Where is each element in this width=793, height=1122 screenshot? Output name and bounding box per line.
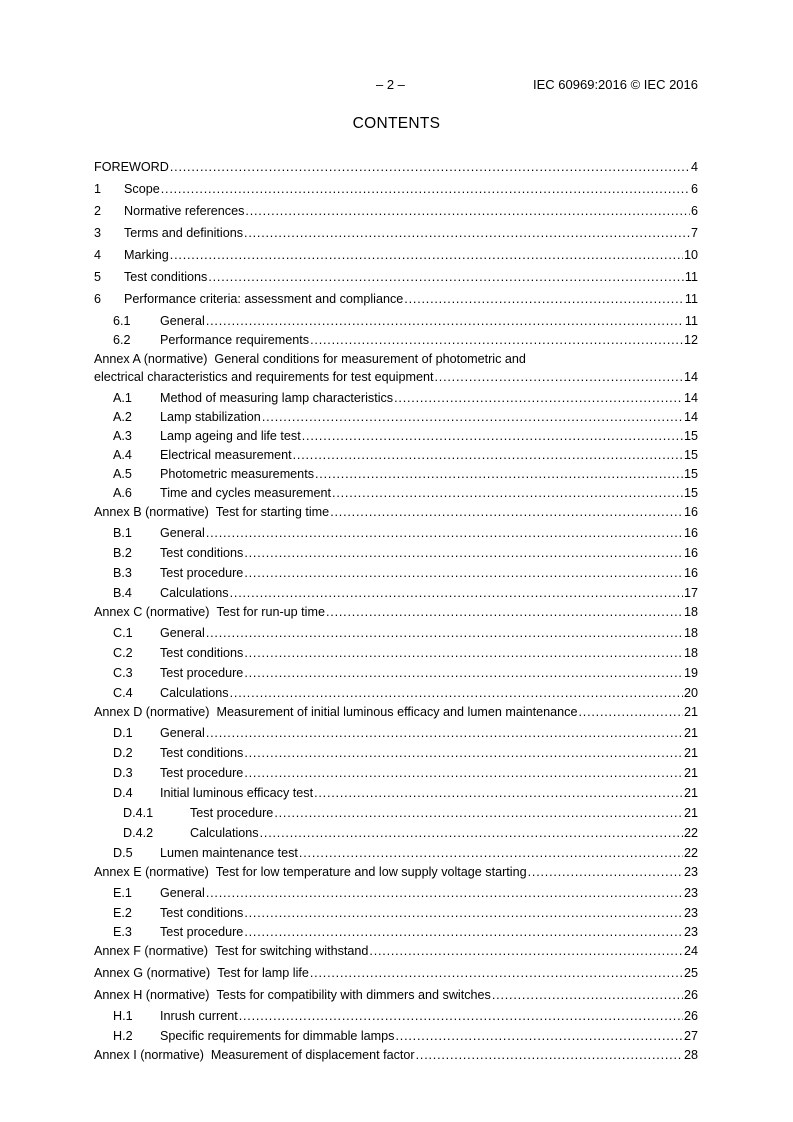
toc-entry-page: 7	[690, 226, 698, 240]
page-title: CONTENTS	[352, 115, 441, 132]
toc-entry-number: 6.1	[113, 314, 131, 328]
toc-entry-page: 27	[683, 1029, 698, 1043]
toc-entry-label: Calculations	[160, 686, 229, 700]
toc-entry-page: 20	[683, 686, 698, 700]
toc-entry-page: 15	[683, 467, 698, 481]
toc-entry-number: A.4	[113, 448, 132, 462]
toc-entry-label: Test for lamp life	[217, 966, 309, 980]
toc-entry-label: Test for low temperature and low supply voltage starting	[215, 865, 527, 879]
toc-entry-number: D.4.1	[123, 806, 154, 820]
toc-entry-number: A.5	[113, 467, 132, 481]
toc-leader-dots	[528, 865, 683, 880]
toc-entry-number: Annex I (normative)	[94, 1048, 204, 1062]
toc-entry-a-5[interactable]	[94, 467, 698, 482]
toc-entry-page: 23	[683, 906, 698, 920]
toc-leader-dots	[274, 806, 683, 821]
toc-leader-dots	[416, 1048, 683, 1063]
toc-entry-annex-h[interactable]	[94, 988, 698, 1003]
toc-entry-label: Calculations	[160, 586, 229, 600]
toc-entry-number: B.4	[113, 586, 132, 600]
toc-entry-label: General	[160, 726, 205, 740]
toc-entry-label: Test conditions	[160, 546, 244, 560]
toc-entry-page: 6	[690, 204, 698, 218]
toc-entry-label: Lamp stabilization	[160, 410, 261, 424]
toc-entry-page: 18	[683, 626, 698, 640]
toc-leader-dots	[244, 566, 683, 581]
toc-entry-annex-a-line1[interactable]	[94, 352, 698, 367]
toc-entry-number: B.1	[113, 526, 132, 540]
toc-entry-annex-d[interactable]	[94, 705, 698, 720]
toc-entry-page: 11	[684, 314, 698, 328]
toc-leader-dots	[262, 410, 683, 425]
toc-leader-dots	[206, 626, 683, 641]
toc-entry-page: 15	[683, 448, 698, 462]
toc-leader-dots	[244, 925, 683, 940]
toc-entry-b-1[interactable]	[94, 526, 698, 541]
toc-entry-page: 18	[683, 646, 698, 660]
toc-leader-dots	[434, 370, 683, 385]
toc-entry-clause-1[interactable]	[94, 182, 698, 197]
toc-entry-foreword[interactable]	[94, 160, 698, 175]
toc-entry-page: 19	[683, 666, 698, 680]
toc-entry-e-1[interactable]	[94, 886, 698, 901]
toc-leader-dots	[332, 486, 683, 501]
toc-leader-dots	[206, 886, 683, 901]
toc-entry-page: 21	[683, 786, 698, 800]
toc-entry-page: 16	[683, 546, 698, 560]
toc-entry-number: E.3	[113, 925, 132, 939]
toc-entry-number: A.1	[113, 391, 132, 405]
toc-leader-dots	[369, 944, 683, 959]
toc-entry-number: 6.2	[113, 333, 131, 347]
toc-entry-label: Time and cycles measurement	[160, 486, 332, 500]
toc-entry-label: Test for switching withstand	[215, 944, 369, 958]
toc-entry-d-4-1[interactable]	[94, 806, 698, 821]
toc-entry-page: 26	[683, 988, 698, 1002]
toc-entry-clause-5[interactable]	[94, 270, 698, 285]
toc-entry-number: C.3	[113, 666, 133, 680]
toc-entry-label: Test procedure	[160, 766, 244, 780]
toc-leader-dots	[302, 429, 683, 444]
toc-entry-d-5[interactable]	[94, 846, 698, 861]
toc-entry-c-1[interactable]	[94, 626, 698, 641]
toc-leader-dots	[244, 666, 683, 681]
toc-entry-number: B.3	[113, 566, 132, 580]
toc-entry-page: 6	[690, 182, 698, 196]
toc-leader-dots	[206, 314, 684, 329]
toc-leader-dots	[310, 966, 683, 981]
toc-entry-b-2[interactable]	[94, 546, 698, 561]
toc-entry-page: 4	[690, 160, 698, 174]
toc-entry-d-4-2[interactable]	[94, 826, 698, 841]
toc-entry-page: 21	[683, 806, 698, 820]
toc-entry-a-4[interactable]	[94, 448, 698, 463]
toc-entry-number: B.2	[113, 546, 132, 560]
toc-entry-label: General	[160, 626, 205, 640]
toc-entry-page: 14	[683, 370, 698, 384]
toc-entry-page: 17	[683, 586, 698, 600]
toc-entry-page: 21	[683, 705, 698, 719]
toc-entry-label: Scope	[124, 182, 160, 196]
toc-entry-d-2[interactable]	[94, 746, 698, 761]
toc-entry-number: C.2	[113, 646, 133, 660]
toc-entry-label: Tests for compatibility with dimmers and switches	[216, 988, 491, 1002]
toc-entry-number: D.4	[113, 786, 133, 800]
toc-leader-dots	[578, 705, 683, 720]
toc-entry-number: E.1	[113, 886, 132, 900]
toc-entry-number: D.2	[113, 746, 133, 760]
toc-entry-page: 18	[683, 605, 698, 619]
toc-entry-label: Measurement of displacement factor	[210, 1048, 415, 1062]
toc-leader-dots	[314, 786, 683, 801]
toc-entry-page: 23	[683, 886, 698, 900]
toc-entry-e-2[interactable]	[94, 906, 698, 921]
toc-entry-a-6[interactable]	[94, 486, 698, 501]
toc-leader-dots	[208, 270, 684, 285]
toc-leader-dots	[244, 746, 683, 761]
toc-entry-label: General	[160, 886, 205, 900]
toc-leader-dots	[260, 826, 683, 841]
toc-entry-page: 28	[683, 1048, 698, 1062]
toc-entry-6-1[interactable]	[94, 314, 698, 329]
toc-entry-page: 23	[683, 925, 698, 939]
toc-entry-annex-i[interactable]	[94, 1048, 698, 1063]
toc-entry-h-2[interactable]	[94, 1029, 698, 1044]
toc-entry-number: D.4.2	[123, 826, 154, 840]
toc-entry-page: 11	[684, 292, 698, 306]
page-number: – 2 –	[376, 77, 405, 92]
toc-entry-h-1[interactable]	[94, 1009, 698, 1024]
toc-entry-number: C.1	[113, 626, 133, 640]
toc-entry-number: C.4	[113, 686, 133, 700]
toc-entry-a-2[interactable]	[94, 410, 698, 425]
toc-entry-label: Test conditions	[124, 270, 208, 284]
toc-entry-d-3[interactable]	[94, 766, 698, 781]
toc-entry-number: Annex F (normative)	[94, 944, 209, 958]
toc-entry-label: Test procedure	[160, 566, 244, 580]
toc-entry-number: Annex D (normative)	[94, 705, 210, 719]
toc-leader-dots	[230, 586, 683, 601]
toc-entry-number: Annex A (normative)	[94, 352, 208, 366]
toc-entry-d-4[interactable]	[94, 786, 698, 801]
toc-entry-number: A.3	[113, 429, 132, 443]
toc-entry-label: Calculations	[190, 826, 259, 840]
toc-leader-dots	[244, 646, 683, 661]
toc-entry-annex-f[interactable]	[94, 944, 698, 959]
toc-entry-label: General	[160, 526, 205, 540]
toc-entry-label: Performance criteria: assessment and compliance	[124, 292, 404, 306]
toc-entry-number: 3	[94, 226, 102, 240]
toc-entry-b-4[interactable]	[94, 586, 698, 601]
toc-entry-number: A.2	[113, 410, 132, 424]
toc-leader-dots	[394, 391, 683, 406]
toc-entry-number: Annex E (normative)	[94, 865, 209, 879]
toc-entry-label: Marking	[124, 248, 169, 262]
toc-leader-dots	[239, 1009, 683, 1024]
toc-entry-page: 26	[683, 1009, 698, 1023]
toc-entry-number: Annex H (normative)	[94, 988, 210, 1002]
toc-entry-page: 15	[683, 486, 698, 500]
toc-entry-annex-g[interactable]	[94, 966, 698, 981]
toc-entry-page: 14	[683, 391, 698, 405]
toc-entry-label: Normative references	[124, 204, 245, 218]
toc-leader-dots	[245, 204, 690, 219]
toc-entry-b-3[interactable]	[94, 566, 698, 581]
toc-entry-c-3[interactable]	[94, 666, 698, 681]
toc-entry-label-continued: electrical characteristics and requirements for test equipment	[94, 370, 434, 384]
toc-entry-clause-3[interactable]	[94, 226, 698, 241]
toc-entry-number: H.2	[113, 1029, 133, 1043]
table-of-contents	[94, 157, 698, 1063]
toc-entry-number: 4	[94, 248, 102, 262]
toc-entry-c-4[interactable]	[94, 686, 698, 701]
toc-leader-dots	[206, 526, 683, 541]
toc-entry-page: 14	[683, 410, 698, 424]
toc-entry-label: General	[160, 314, 205, 328]
toc-entry-number: D.3	[113, 766, 133, 780]
toc-entry-number: A.6	[113, 486, 132, 500]
toc-entry-c-2[interactable]	[94, 646, 698, 661]
toc-entry-6-2[interactable]	[94, 333, 698, 348]
toc-entry-label: Electrical measurement	[160, 448, 292, 462]
toc-entry-number: 5	[94, 270, 102, 284]
toc-entry-page: 21	[683, 726, 698, 740]
toc-leader-dots	[170, 248, 683, 263]
toc-entry-page: 23	[683, 865, 698, 879]
toc-leader-dots	[315, 467, 683, 482]
toc-leader-dots	[330, 505, 683, 520]
toc-entry-page: 16	[683, 566, 698, 580]
toc-entry-label: FOREWORD	[94, 160, 169, 174]
toc-entry-label: Lamp ageing and life test	[160, 429, 301, 443]
toc-leader-dots	[293, 448, 683, 463]
toc-entry-label: Test conditions	[160, 746, 244, 760]
toc-entry-label: Test conditions	[160, 646, 244, 660]
toc-leader-dots	[326, 605, 683, 620]
toc-entry-d-1[interactable]	[94, 726, 698, 741]
toc-entry-label: Test procedure	[190, 806, 274, 820]
toc-leader-dots	[244, 226, 690, 241]
toc-entry-page: 25	[683, 966, 698, 980]
toc-leader-dots	[404, 292, 684, 307]
toc-entry-annex-c[interactable]	[94, 605, 698, 620]
toc-entry-label: Photometric measurements	[160, 467, 314, 481]
toc-entry-label: Test procedure	[160, 666, 244, 680]
toc-entry-annex-b[interactable]	[94, 505, 698, 520]
toc-entry-number: E.2	[113, 906, 132, 920]
toc-leader-dots	[161, 182, 690, 197]
toc-entry-label: Specific requirements for dimmable lamps	[160, 1029, 395, 1043]
toc-entry-clause-6[interactable]	[94, 292, 698, 307]
toc-entry-label: Test procedure	[160, 925, 244, 939]
toc-entry-annex-a-line2[interactable]	[94, 370, 698, 385]
toc-entry-page: 22	[683, 826, 698, 840]
toc-entry-number: 6	[94, 292, 102, 306]
toc-leader-dots	[492, 988, 683, 1003]
toc-entry-label: Performance requirements	[160, 333, 310, 347]
toc-leader-dots	[244, 546, 683, 561]
toc-entry-label: Method of measuring lamp characteristics	[160, 391, 394, 405]
toc-entry-number: D.5	[113, 846, 133, 860]
toc-entry-label: Test conditions	[160, 906, 244, 920]
toc-entry-number: H.1	[113, 1009, 133, 1023]
toc-entry-page: 12	[683, 333, 698, 347]
toc-entry-page: 16	[683, 526, 698, 540]
toc-entry-page: 10	[683, 248, 698, 262]
toc-entry-clause-4[interactable]	[94, 248, 698, 263]
toc-leader-dots	[299, 846, 683, 861]
toc-entry-number: Annex B (normative)	[94, 505, 209, 519]
toc-entry-number: 1	[94, 182, 102, 196]
toc-entry-label: Initial luminous efficacy test	[160, 786, 314, 800]
toc-entry-annex-e[interactable]	[94, 865, 698, 880]
toc-entry-page: 11	[684, 270, 698, 284]
toc-leader-dots	[244, 906, 683, 921]
toc-leader-dots	[310, 333, 683, 348]
toc-leader-dots	[230, 686, 683, 701]
toc-leader-dots	[395, 1029, 683, 1044]
toc-entry-clause-2[interactable]	[94, 204, 698, 219]
toc-entry-page: 16	[683, 505, 698, 519]
toc-entry-e-3[interactable]	[94, 925, 698, 940]
toc-entry-page: 21	[683, 746, 698, 760]
toc-entry-number: 2	[94, 204, 102, 218]
toc-entry-number: D.1	[113, 726, 133, 740]
toc-entry-label: Measurement of initial luminous efficacy and lumen maintenance	[216, 705, 578, 719]
toc-entry-label: Lumen maintenance test	[160, 846, 298, 860]
toc-entry-page: 24	[683, 944, 698, 958]
toc-entry-page: 21	[683, 766, 698, 780]
toc-entry-label: Test for run-up time	[216, 605, 325, 619]
toc-entry-number: Annex G (normative)	[94, 966, 211, 980]
toc-entry-label: General conditions for measurement of photometric and	[214, 352, 526, 366]
toc-entry-label: Terms and definitions	[124, 226, 244, 240]
toc-entry-a-1[interactable]	[94, 391, 698, 406]
document-id: IEC 60969:2016 © IEC 2016	[533, 77, 698, 92]
toc-entry-page: 22	[683, 846, 698, 860]
toc-entry-label: Test for starting time	[215, 505, 330, 519]
toc-leader-dots	[170, 160, 690, 175]
toc-leader-dots	[206, 726, 683, 741]
toc-leader-dots	[244, 766, 683, 781]
toc-entry-number: Annex C (normative)	[94, 605, 210, 619]
toc-entry-label: Inrush current	[160, 1009, 238, 1023]
toc-entry-a-3[interactable]	[94, 429, 698, 444]
toc-entry-page: 15	[683, 429, 698, 443]
